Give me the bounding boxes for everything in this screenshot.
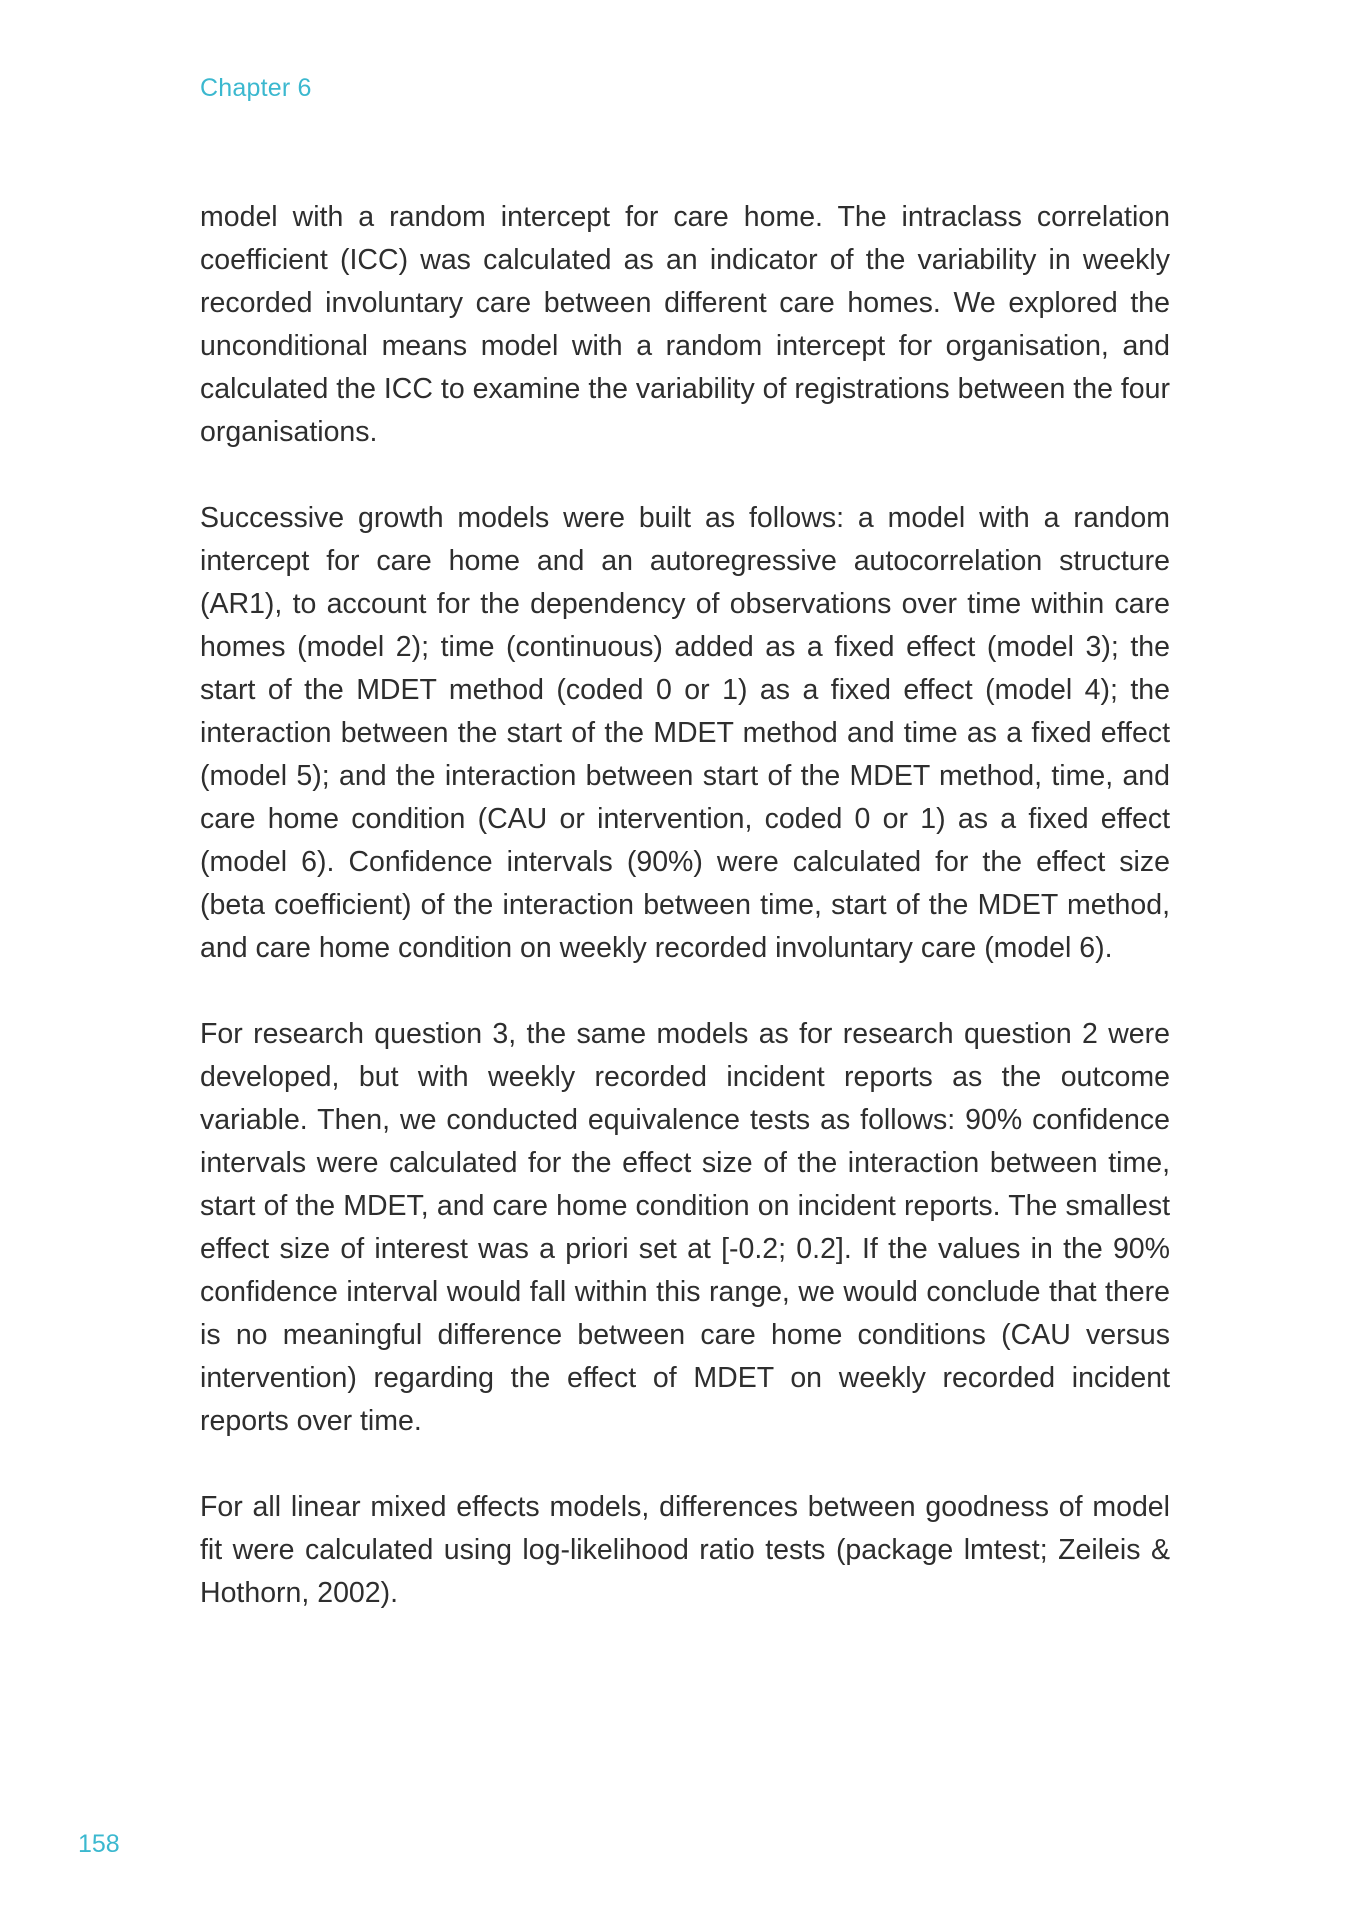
paragraph-1: model with a random intercept for care home. The intraclass correlation coefficient (ICC) was calculated as an indicator of the variability in weekly recorded involuntary care between different care homes. We explored the unconditional means model with a random intercept for organisation, and calculated the ICC to examine the variability of registrations between the four organisations. <box>200 201 1170 448</box>
page-number: 158 <box>78 1830 120 1858</box>
paragraph-4: For all linear mixed effects models, differences between goodness of model fit were calculated using log-likelihood ratio tests (package lmtest; Zeileis & Hothorn, 2002). <box>200 1491 1170 1609</box>
body-text <box>200 196 1170 1658</box>
paragraph-3: For research question 3, the same models as for research question 2 were developed, but with weekly recorded incident reports as the outcome variable. Then, we conducted equivalence tests as follows: 90% confidence intervals were calculated for the effect size of the interaction between time, start of the MDET, and care home condition on incident reports. The smallest effect size of interest was a priori set at [-0.2; 0.2]. If the values in the 90% confidence interval would fall within this range, we would conclude that there is no meaningful difference between care home conditions (CAU versus intervention) regarding the effect of MDET on weekly recorded incident reports over time. <box>200 1018 1170 1437</box>
paragraph-2: Successive growth models were built as follows: a model with a random intercept for care home and an autoregressive autocorrelation structure (AR1), to account for the dependency of observations over time within care homes (model 2); time (continuous) added as a fixed effect (model 3); the start of the MDET method (coded 0 or 1) as a fixed effect (model 4); the interaction between the start of the MDET method and time as a fixed effect (model 5); and the interaction between start of the MDET method, time, and care home condition (CAU or intervention, coded 0 or 1) as a fixed effect (model 6). Confidence intervals (90%) were calculated for the effect size (beta coefficient) of the interaction between time, start of the MDET method, and care home condition on weekly recorded involuntary care (model 6). <box>200 502 1170 964</box>
running-header-chapter: Chapter 6 <box>200 74 312 102</box>
